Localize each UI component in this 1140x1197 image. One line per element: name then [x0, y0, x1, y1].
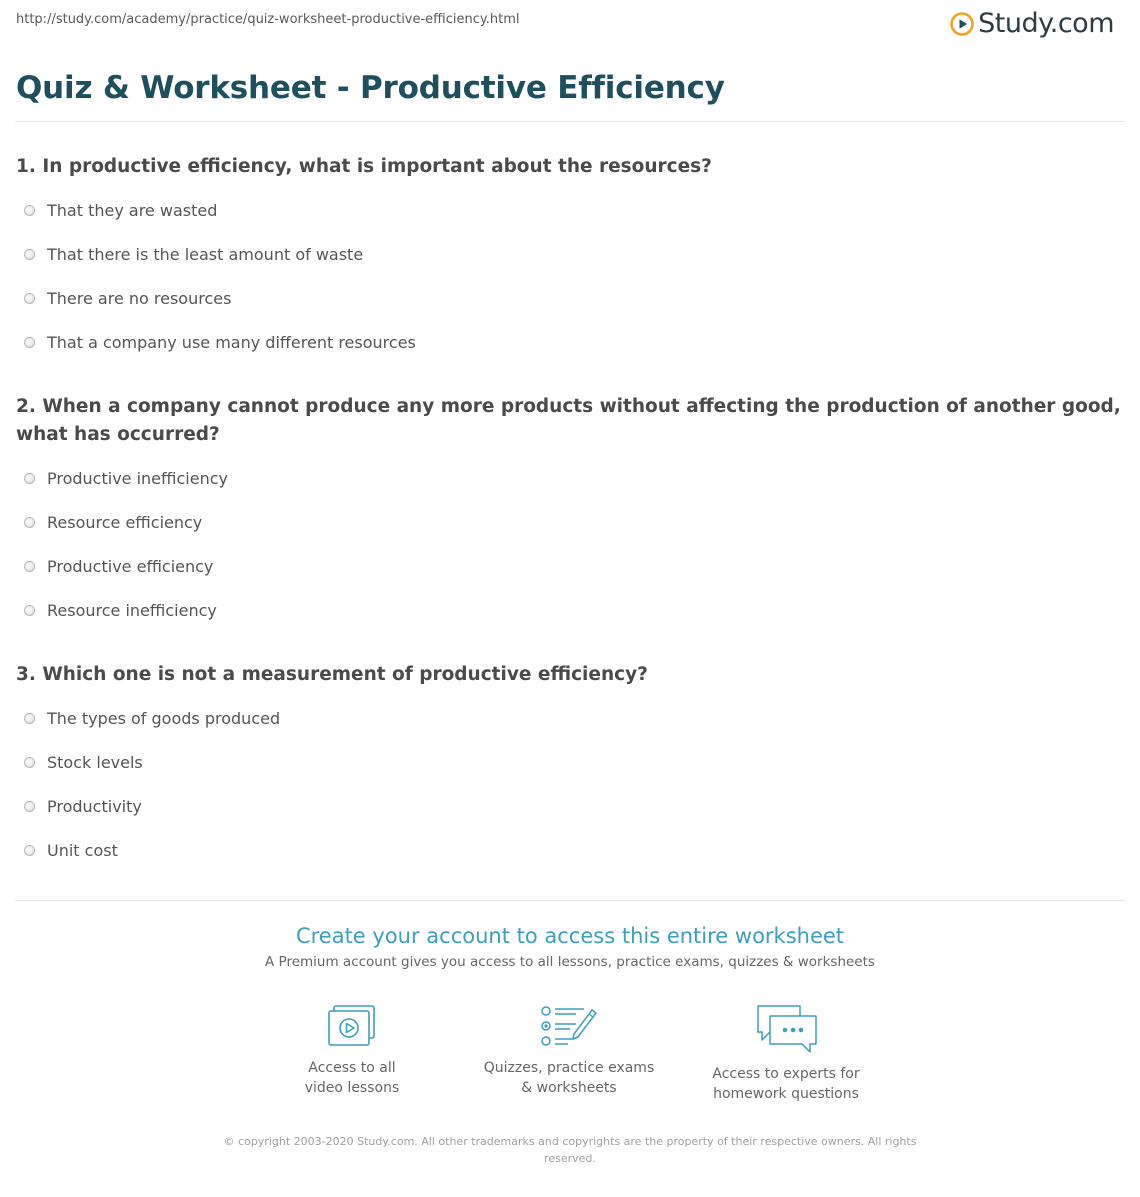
- radio-button[interactable]: [24, 517, 35, 528]
- feature-experts: [686, 1004, 886, 1104]
- feature-label: Access to experts for homework questions: [712, 1066, 860, 1102]
- study-logo[interactable]: [950, 9, 1114, 39]
- feature-video-lessons: [252, 1004, 452, 1098]
- option-2-2[interactable]: [24, 513, 202, 532]
- page-title: Quiz & Worksheet - Productive Efficiency: [16, 70, 725, 106]
- option-label: That there is the least amount of waste: [47, 245, 364, 264]
- option-label: Resource efficiency: [47, 513, 203, 532]
- play-circle-icon: [950, 12, 974, 36]
- radio-button[interactable]: [24, 845, 35, 856]
- radio-button[interactable]: [24, 801, 35, 812]
- cta-title-link[interactable]: Create your account to access this entire worksheet: [295, 924, 845, 948]
- option-label: Productive efficiency: [47, 557, 214, 576]
- radio-button[interactable]: [24, 757, 35, 768]
- option-label: The types of goods produced: [47, 709, 281, 728]
- feature-label: Access to all video lessons: [304, 1060, 400, 1096]
- quiz-checklist-icon: [540, 1004, 598, 1048]
- radio-button[interactable]: [24, 205, 35, 216]
- radio-button[interactable]: [24, 713, 35, 724]
- page-url: http://study.com/academy/practice/quiz-worksheet-productive-efficiency.html: [16, 12, 520, 27]
- option-1-2[interactable]: [24, 245, 363, 264]
- option-label: Productivity: [47, 797, 142, 816]
- option-2-4[interactable]: [24, 601, 217, 620]
- logo-text: Study.com: [978, 8, 1114, 39]
- option-label: Productive inefficiency: [47, 469, 228, 488]
- option-3-4[interactable]: [24, 841, 118, 860]
- footer: [0, 1133, 1140, 1167]
- chat-experts-icon: [754, 1004, 818, 1054]
- option-1-1[interactable]: [24, 201, 217, 220]
- option-label: That a company use many different resources: [47, 333, 416, 352]
- option-2-3[interactable]: [24, 557, 213, 576]
- feature-quizzes: [469, 1004, 669, 1098]
- radio-button[interactable]: [24, 605, 35, 616]
- radio-button[interactable]: [24, 473, 35, 484]
- option-label: Unit cost: [47, 841, 118, 860]
- video-lessons-icon: [326, 1004, 378, 1048]
- option-3-2[interactable]: [24, 753, 143, 772]
- radio-button[interactable]: [24, 293, 35, 304]
- option-3-3[interactable]: [24, 797, 142, 816]
- cta-divider: [15, 900, 1125, 901]
- question-2: 2. When a company cannot produce any more products without affecting the production of another good, what has occurred?: [16, 396, 1121, 445]
- option-label: That they are wasted: [47, 201, 218, 220]
- radio-button[interactable]: [24, 561, 35, 572]
- radio-button[interactable]: [24, 249, 35, 260]
- copyright-text: © copyright 2003-2020 Study.com. All other trademarks and copyrights are the property of their respective owners. All rights reserved.: [223, 1135, 917, 1165]
- question-3: 3. Which one is not a measurement of productive efficiency?: [16, 664, 648, 685]
- option-3-1[interactable]: [24, 709, 280, 728]
- feature-label: Quizzes, practice exams & worksheets: [483, 1060, 655, 1096]
- option-1-3[interactable]: [24, 289, 231, 308]
- title-divider: [15, 121, 1125, 122]
- question-1: 1. In productive efficiency, what is important about the resources?: [16, 156, 712, 177]
- radio-button[interactable]: [24, 337, 35, 348]
- option-label: Resource inefficiency: [47, 601, 217, 620]
- option-1-4[interactable]: [24, 333, 416, 352]
- option-2-1[interactable]: [24, 469, 228, 488]
- option-label: Stock levels: [47, 753, 143, 772]
- cta-subtitle: A Premium account gives you access to all lessons, practice exams, quizzes & worksheets: [265, 954, 875, 970]
- option-label: There are no resources: [47, 289, 232, 308]
